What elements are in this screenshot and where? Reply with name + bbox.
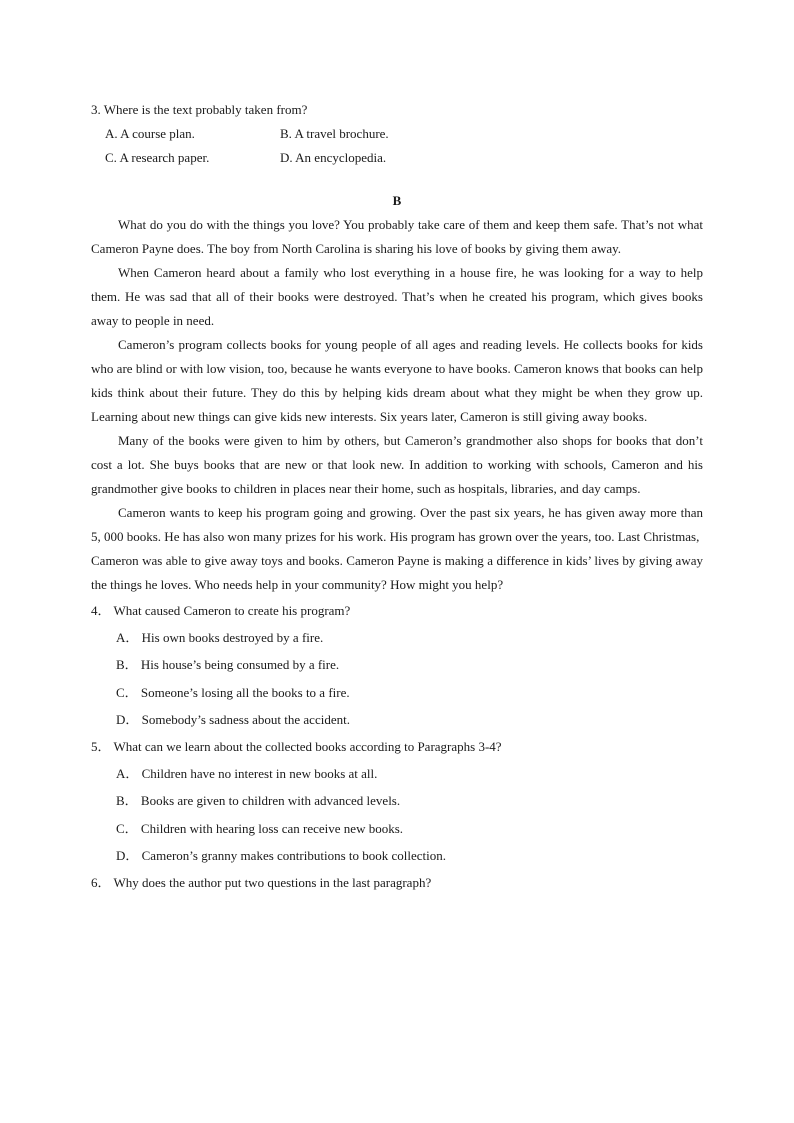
question-4-option-d: D． Somebody’s sadness about the accident. [116,711,350,727]
passage [91,213,703,597]
passage-paragraph-2: When Cameron heard about a family who lost everything in a house fire, he was looking for a way to help them. He was sad that all of their books were destroyed. That’s when he created his program, which gives books away to people in need. [91,265,703,328]
question-3-stem: 3. Where is the text probably taken from? [91,102,308,117]
question-4-option-b: B． His house’s being consumed by a fire. [116,657,340,673]
passage-paragraph-4: Many of the books were given to him by others, but Cameron’s grandmother also shops for books that don’t cost a lot. She buys books that are new or that look new. In addition to working with schools, Cameron and his grandmother give books to children in places near their home, such as hospitals, libraries, and day camps. [91,433,703,496]
passage-paragraph-5: Cameron wants to keep his program going and growing. Over the past six years, he has given away more than 5, 000 books. He has also won many prizes for his work. His program has grown over the years, too. Last Christmas, [91,505,703,544]
question-3-option-d: D. An encyclopedia. [280,150,387,165]
question-6-stem: 6． Why does the author put two questions in the last paragraph? [91,875,432,891]
passage-paragraph-6: Cameron was able to give away toys and books. Cameron Payne is making a difference in kids’ lives by giving away the things he loves. Who needs help in your community? How might you help? [91,553,703,592]
question-3-options [91,122,703,170]
question-3-option-b: B. A travel brochure. [280,126,389,141]
passage-paragraph-3: Cameron’s program collects books for young people of all ages and reading levels. He collects books for kids who are blind or with low vision, too, because he wants everyone to have books. Cameron knows that books can help kids think about their future. They do this by helping kids dream about what they might be when they grow up. Learning about new things can give kids new interests. Six years later, Cameron is still giving away books. [91,337,703,424]
passage-paragraph-1: What do you do with the things you love? You probably take care of them and keep them safe. That’s not what Cameron Payne does. The boy from North Carolina is sharing his love of books by giving them away. [91,217,703,256]
question-3-option-c: C. A research paper. [105,150,210,165]
question-5-option-c: C． Children with hearing loss can receive new books. [116,820,404,836]
question-5 [91,733,703,869]
question-4-stem: 4． What caused Cameron to create his program? [91,603,351,618]
question-3 [91,98,703,170]
section-title: B [392,193,402,208]
question-5-option-d: D． Cameron’s granny makes contributions to book collection. [116,848,446,864]
question-5-stem: 5． What can we learn about the collected books according to Paragraphs 3-4? [91,739,502,755]
question-4-option-c: C． Someone’s losing all the books to a fire. [116,684,350,700]
question-5-option-a: A． Children have no interest in new books at all. [116,766,378,782]
question-4-option-a: A． His own books destroyed by a fire. [116,630,324,645]
question-3-option-a: A. A course plan. [105,126,195,141]
question-6 [91,869,703,896]
question-5-option-b: B． Books are given to children with advanced levels. [116,793,401,809]
document-page [91,98,703,896]
question-4 [91,597,703,733]
